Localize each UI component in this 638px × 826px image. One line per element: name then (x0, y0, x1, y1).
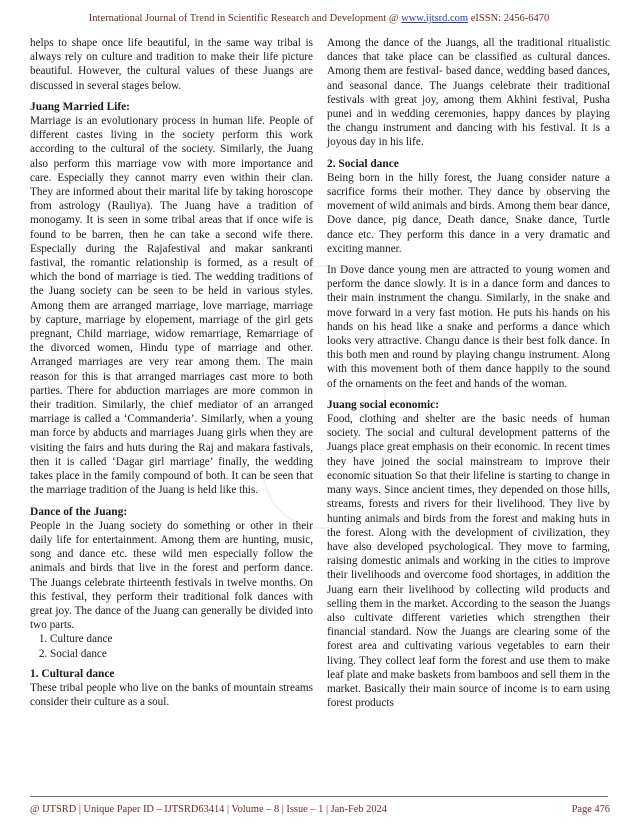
page-footer (30, 804, 610, 815)
social-dance-heading: 2. Social dance (327, 157, 399, 170)
cultural-dance-continued: Among the dance of the Juangs, all the traditional ritualistic dances that take place can be classified as cultural dances. Among them are festival- based dance, wedding based dances, and seasonal dance. The Juangs celebrate their traditional festivals with great joy, among them Akhini festival, Pusha punei and in wedding ceremonies, happy dances by playing the changu instrument and dancing with his festival. It is a joyous day in his life. (327, 37, 610, 149)
footer-info: @ IJTSRD | Unique Paper ID – IJTSRD63414 | Volume – 8 | Issue – 1 | Jan-Feb 2024 (30, 804, 387, 815)
page-header (0, 13, 638, 24)
dance-types-list (30, 632, 313, 660)
cultural-dance-heading: 1. Cultural dance (30, 667, 115, 680)
right-column (327, 36, 610, 717)
marriage-heading: Juang Married Life: (30, 100, 130, 113)
intro-paragraph: helps to shape once life beautiful, in the same way tribal is always rely on culture and tradition to make their life picture beautiful. However, the cultural values of these Juangs are discussed in several stages below. (30, 37, 313, 92)
left-column (30, 36, 313, 716)
page-number: Page 476 (571, 804, 610, 815)
issn: eISSN: 2456-6470 (470, 13, 550, 24)
dove-dance-paragraph: In Dove dance young men are attracted to young women and perform the dance slowly. It is in a dance form and dances to their main instrument the changu. Similarly, in the snake and move forward in a very fast motion. He puts his hands on his hands on his head like a snake and performs a dance which looks very attractive. Changu dance is their best folk dance. In this both men and round by playing changu instrument. Along with this movement both of them dance happily to the sound of the ornaments on the feet and hands of the woman. (327, 264, 610, 390)
list-item: 1. Culture dance (50, 632, 313, 646)
economic-paragraph: Food, clothing and shelter are the basic needs of human society. The social and cultural development patterns of the Juangs place great emphasis on their economic. In recent times they have joined the social mainstream to improve their economic situation So that their lifeline is starting to change in many ways. Since ancient times, they depended on those hills, streams, forests and rivers for their livelihood. They live by hunting animals and birds from the forest and making huts in the forest. Along with the development of civilization, they have also developed psychological. They move to farming, raising domestic animals and working in the cities to improve their livelihoods and overcome food shortages, in addition the Juang earn their livelihood by collecting wild products and selling them in the market. According to the season the Juangs also cultivate different varieties which strengthen their financial standard. Now the Juangs are clearing some of the forest area and cultivating various vegetables to earn their living. They collect leaf form the forest and use them to make leaf plate and make baskets from bamboos and sell them in the market. Basically their main source of income is to earn using forest products (327, 413, 610, 710)
dance-heading: Dance of the Juang: (30, 505, 128, 518)
dance-paragraph: People in the Juang society do something or other in their daily life for entertainment. Among them are hunting, music, song and dance etc. these wild men especially follow the animals and birds that live in the forest and perform dance. The Juangs celebrate thirteenth festivals in twelve months. On this festival, they perform their traditional folk dances with great joy. The dance of the Juang can generally be divided into two parts. (30, 519, 313, 632)
list-item: 2. Social dance (50, 647, 313, 661)
cultural-dance-paragraph: These tribal people who live on the banks of mountain streams consider their culture as a soul. (30, 681, 313, 709)
economic-heading: Juang social economic: (327, 398, 439, 411)
journal-title: International Journal of Trend in Scientific Research and Development @ (88, 13, 399, 24)
journal-link[interactable]: www.ijtsrd.com (401, 13, 469, 24)
marriage-paragraph: Marriage is an evolutionary process in human life. People of different castes living in the society perform this work according to the cultural of the society. Similarly, the Juang also perform this marriage vow with more importance and care. Especially they cannot marry even within their clan. They are informed about their marital life by taking horoscope from astrology (Rauliya). The Juang have a tradition of monogamy. It is seen in some tribal areas that if once wife is found to be barren, then he can take a second wife there. Especially during the Rajafestival and makar sankranti fastival, the romantic relationship is formed, as a result of which the bond of marriage is tied. The wedding traditions of the Juang society can be seen to be held in various styles. Among them are arranged marriage, love marriage, marriage by capture, marriage by elopement, marriage of the girl gets pregnant, Child marriage, widow remarriage, Remarriage of the divorced women, Hindu type of marriage and other. Arranged marriages are very rear among them. The main reason for this is that arranged marriages cast more to both parties. There for abduction marriages are more common in their tradition. Similarly, the chief mediator of an arranged marriage is called a ‘Commanderia’. Similarly, when a young man force by abducts and marriages Juang girls when they are visiting the fairs and huts during the Raj and makara fastivals, then it is called ‘Dagar girl marriage’ finally, the wedding takes place in the family compound of both. It can be seen that the marriage tradition of the Juang is held like this. (30, 115, 313, 497)
footer-divider (30, 796, 608, 797)
social-dance-paragraph: Being born in the hilly forest, the Juang consider nature a sacrifice forms their mother. They dance by observing the movement of wild animals and birds. Among them bear dance, Dove dance, pig dance, Death dance, Snake dance, Turtle dance etc. They perform this dance in a very dramatic and exciting manner. (327, 171, 610, 255)
